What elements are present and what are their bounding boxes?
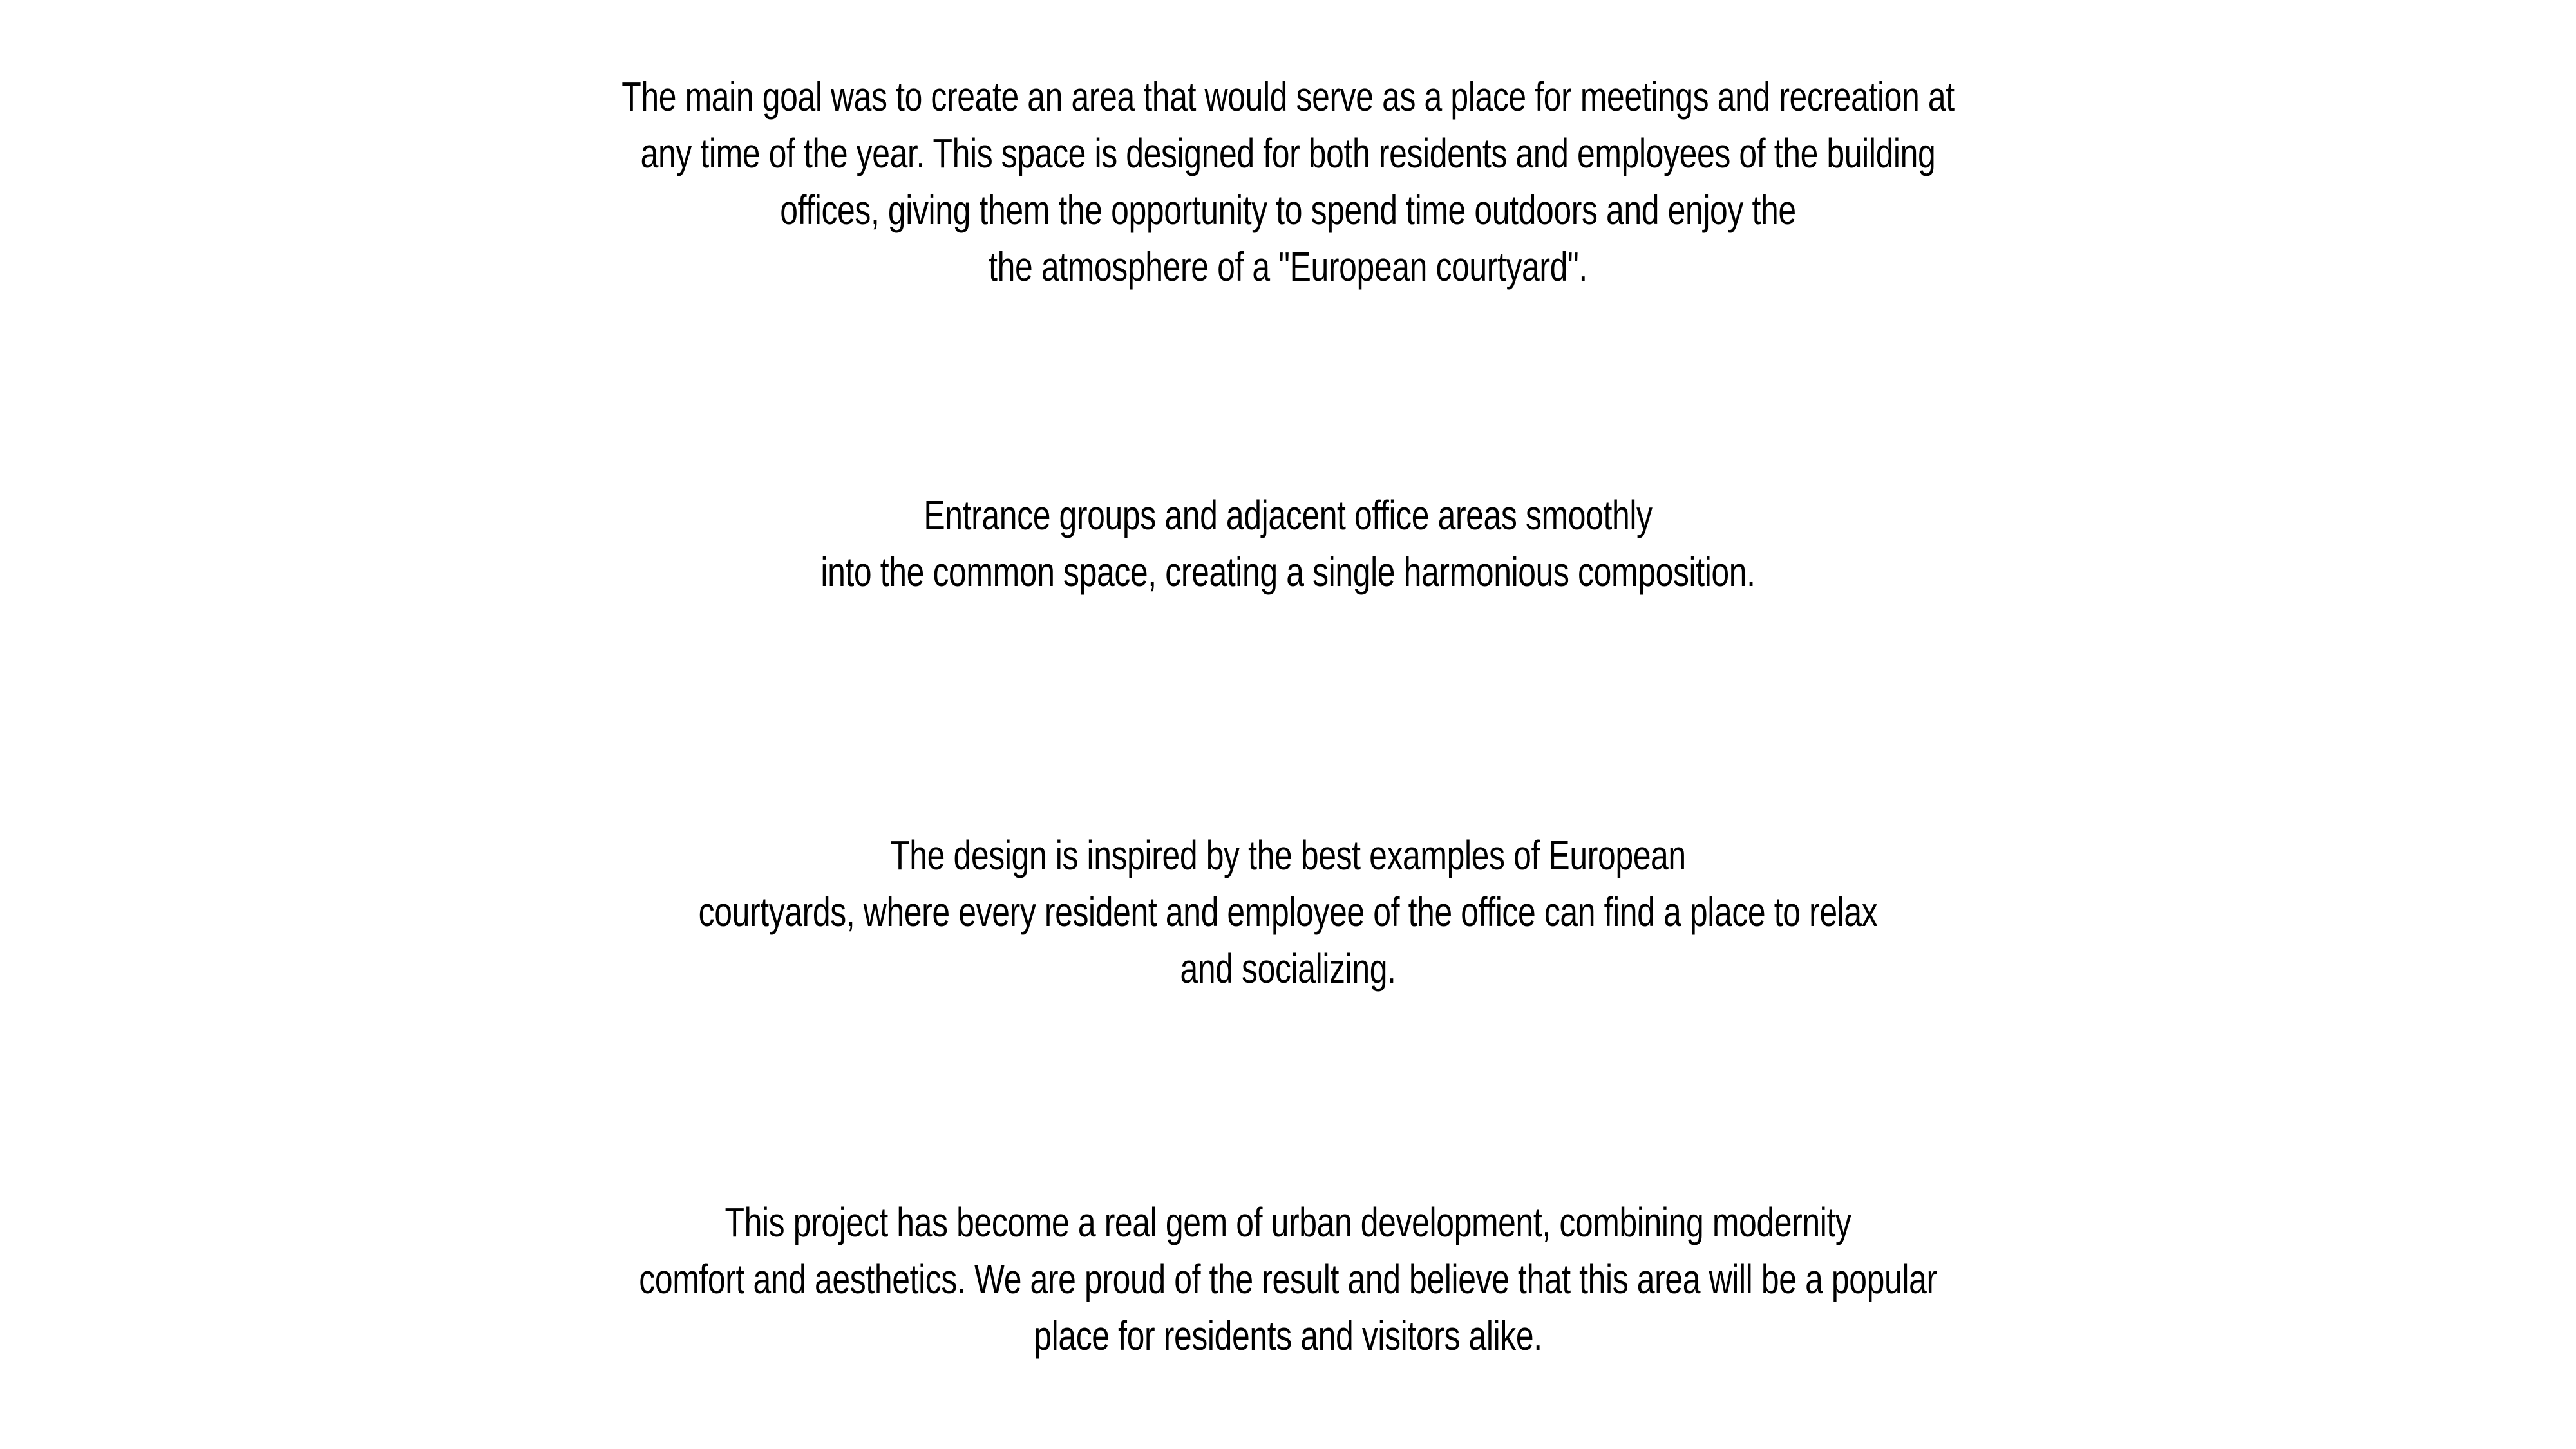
text-line: and socializing. [1180,945,1396,992]
text-line: The design is inspired by the best examples of European [890,832,1686,878]
paragraph-goal [283,68,2293,295]
text-line: Entrance groups and adjacent office areas smoothly [923,492,1653,538]
paragraph-entrance [283,487,2293,600]
text-line: courtyards, where every resident and employee of the office can find a place to relax [698,889,1878,935]
text-line: offices, giving them the opportunity to spend time outdoors and enjoy the [780,187,1796,233]
paragraph-project [283,1194,2293,1364]
text-line: place for residents and visitors alike. [1034,1312,1542,1359]
text-line: comfort and aesthetics. We are proud of the result and believe that this area will be a popular [639,1256,1937,1302]
text-line: This project has become a real gem of urban development, combining modernity [724,1199,1852,1245]
paragraph-design [283,827,2293,997]
text-line: the atmosphere of a "European courtyard". [989,243,1587,290]
text-line: The main goal was to create an area that would serve as a place for meetings and recreation at [621,73,1955,120]
text-line: any time of the year. This space is designed for both residents and employees of the building [640,130,1936,176]
text-line: into the common space, creating a single harmonious composition. [820,549,1756,595]
